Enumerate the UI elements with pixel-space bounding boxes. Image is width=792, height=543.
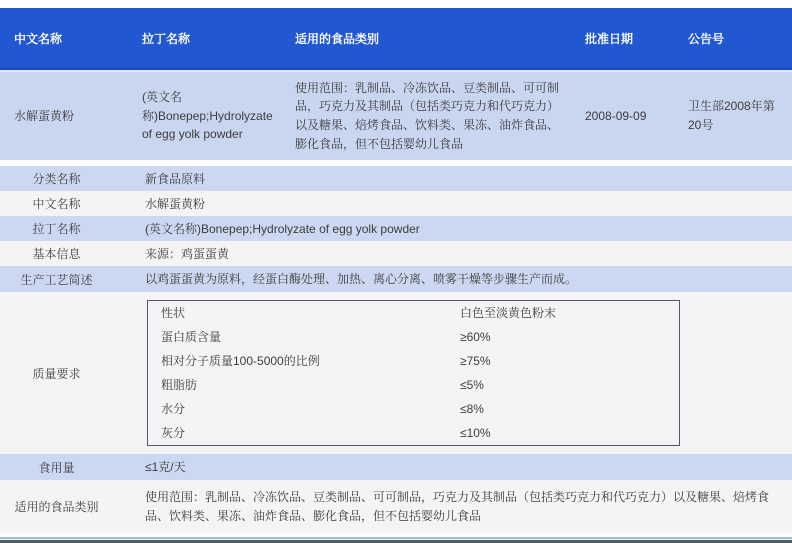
detail-row-quality-requirements bbox=[0, 292, 792, 454]
detail-row-production-process bbox=[0, 266, 792, 292]
quality-value: ≤10% bbox=[460, 426, 491, 440]
quality-row-appearance bbox=[148, 301, 679, 325]
summary-row bbox=[0, 72, 792, 160]
detail-value: 使用范围：乳制品、冷冻饮品、豆类制品、可可制品，巧克力及其制品（包括类巧克力和代巧克力）以及糖果、焙烤食品、饮料类、果冻、油炸食品、膨化食品，但不包括婴幼儿食品 bbox=[145, 490, 770, 523]
quality-value: ≥60% bbox=[460, 330, 491, 344]
detail-value: 水解蛋黄粉 bbox=[145, 196, 206, 211]
quality-attribute: 粗脂肪 bbox=[161, 378, 198, 392]
detail-label: 中文名称 bbox=[32, 197, 81, 211]
detail-value: 来源：鸡蛋蛋黄 bbox=[145, 246, 230, 261]
header-announcement-no: 公告号 bbox=[688, 31, 725, 46]
summary-latin-name: (英文名称)Bonepep;Hydrolyzate of egg yolk powder bbox=[142, 90, 273, 142]
summary-applicable-food-categories: 使用范围：乳制品、冷冻饮品、豆类制品、可可制品，巧克力及其制品（包括类巧克力和代巧克力）以及糖果、焙烤食品、饮料类、果冻、油炸食品、膨化食品，但不包括婴幼儿食品 bbox=[295, 80, 560, 151]
quality-value: ≤5% bbox=[460, 378, 484, 392]
top-gap bbox=[0, 0, 792, 8]
detail-row-category bbox=[0, 166, 792, 191]
detail-label: 基本信息 bbox=[32, 247, 81, 261]
quality-attribute: 性状 bbox=[161, 306, 186, 320]
detail-value: (英文名称)Bonepep;Hydrolyzate of egg yolk powder bbox=[145, 221, 420, 236]
header-applicable-food-categories: 适用的食品类别 bbox=[295, 31, 380, 46]
quality-row-molecular-mass bbox=[148, 349, 679, 373]
header-approval-date: 批准日期 bbox=[585, 31, 634, 46]
detail-row-chinese-name bbox=[0, 191, 792, 216]
detail-row-latin-name bbox=[0, 216, 792, 241]
detail-label: 分类名称 bbox=[32, 172, 81, 186]
quality-row-ash bbox=[148, 421, 679, 445]
summary-chinese-name: 水解蛋黄粉 bbox=[14, 108, 75, 123]
quality-value: ≤8% bbox=[460, 402, 484, 416]
quality-attribute: 蛋白质含量 bbox=[161, 330, 222, 344]
table-header-row bbox=[0, 8, 792, 70]
detail-value: 新食品原料 bbox=[145, 171, 206, 186]
summary-announcement-no: 卫生部2008年第20号 bbox=[688, 99, 775, 132]
quality-attribute: 水分 bbox=[161, 402, 186, 416]
quality-row-moisture bbox=[148, 397, 679, 421]
quality-row-protein bbox=[148, 325, 679, 349]
detail-label: 适用的食品类别 bbox=[14, 500, 99, 515]
quality-row-crude-fat bbox=[148, 373, 679, 397]
detail-value: 以鸡蛋蛋黄为原料，经蛋白酶处理、加热、离心分离、喷雾干燥等步骤生产而成。 bbox=[145, 272, 578, 286]
detail-label: 质量要求 bbox=[32, 366, 81, 381]
detail-value: ≤1克/天 bbox=[145, 460, 186, 474]
header-latin-name: 拉丁名称 bbox=[142, 31, 191, 46]
detail-row-basic-info bbox=[0, 241, 792, 266]
detail-label: 生产工艺简述 bbox=[20, 272, 93, 287]
quality-table bbox=[147, 300, 680, 446]
detail-row-applicable-food-categories bbox=[0, 480, 792, 533]
detail-row-daily-intake bbox=[0, 454, 792, 480]
quality-value: 白色至淡黄色粉末 bbox=[460, 306, 557, 320]
detail-label: 拉丁名称 bbox=[32, 222, 81, 236]
detail-label: 食用量 bbox=[38, 460, 75, 475]
header-chinese-name: 中文名称 bbox=[14, 31, 63, 46]
quality-attribute: 灰分 bbox=[161, 426, 186, 440]
quality-table-wrapper bbox=[145, 293, 792, 453]
summary-approval-date: 2008-09-09 bbox=[585, 108, 647, 123]
quality-value: ≥75% bbox=[460, 354, 491, 368]
quality-attribute: 相对分子质量100-5000的比例 bbox=[161, 354, 320, 368]
